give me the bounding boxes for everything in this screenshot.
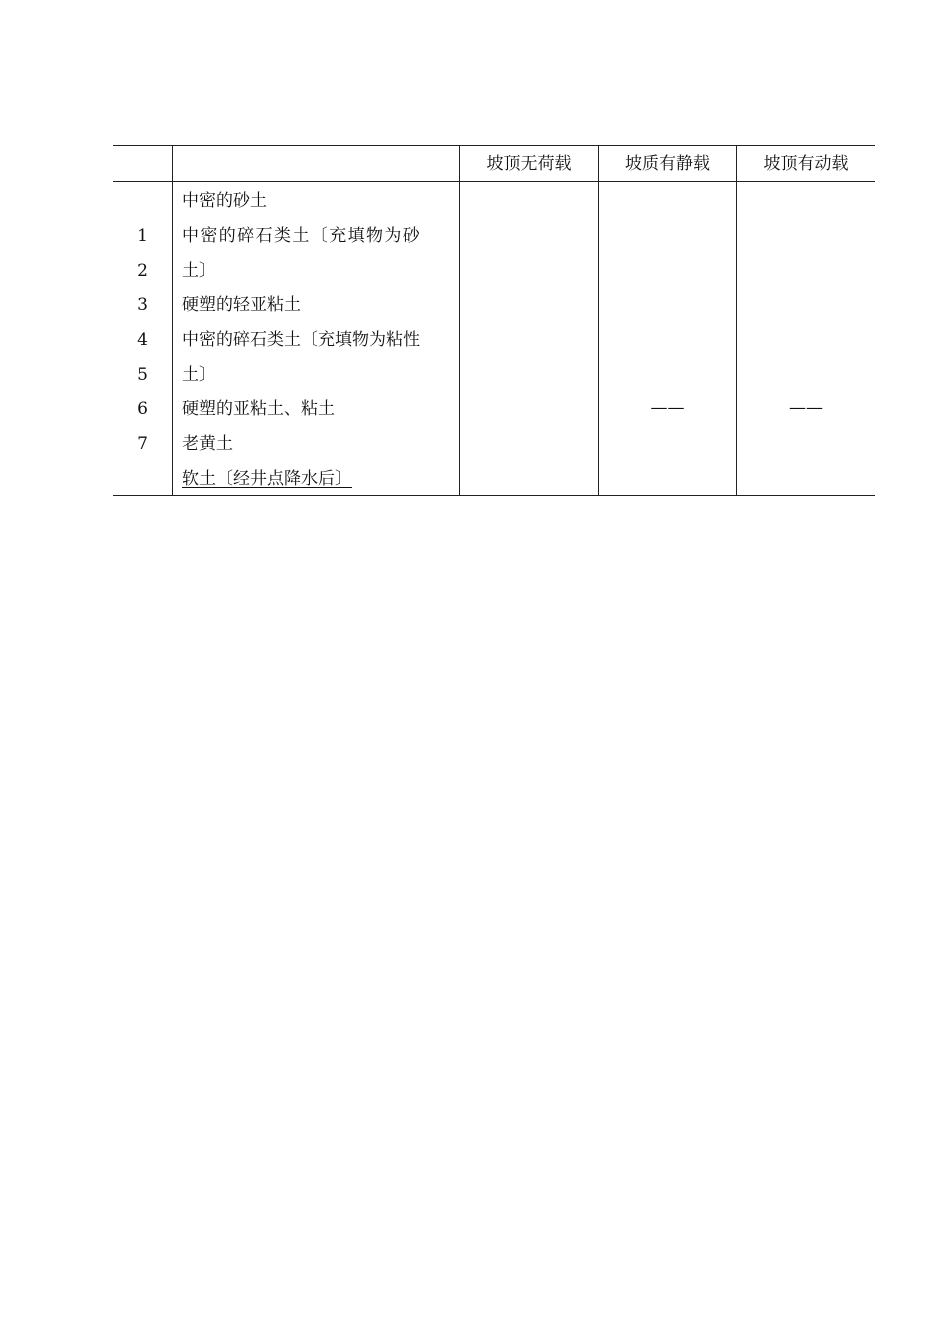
row-number: 5 bbox=[137, 365, 148, 385]
row-number: 4 bbox=[137, 330, 148, 350]
soil-description: 土〕 bbox=[182, 261, 216, 281]
soil-description: 土〕 bbox=[182, 365, 216, 385]
header-divider bbox=[113, 181, 875, 182]
column-divider bbox=[736, 146, 737, 495]
row-number: 2 bbox=[137, 261, 148, 281]
column-divider bbox=[598, 146, 599, 495]
column-divider bbox=[172, 146, 173, 495]
column-divider bbox=[459, 146, 460, 495]
soil-description: 老黄土 bbox=[182, 434, 233, 454]
header-static-load: 坡质有静载 bbox=[625, 154, 710, 174]
soil-description: 软土〔经井点降水后〕 bbox=[182, 469, 352, 489]
static-load-value: —— bbox=[650, 398, 685, 418]
row-number: 1 bbox=[137, 226, 148, 246]
header-no-load: 坡顶无荷载 bbox=[486, 154, 572, 174]
soil-slope-table bbox=[113, 145, 875, 496]
soil-description: 中密的砂土 bbox=[182, 191, 267, 211]
row-number: 3 bbox=[137, 295, 148, 315]
soil-description: 硬塑的亚粘土、粘土 bbox=[182, 399, 335, 419]
soil-description: 硬塑的轻亚粘土 bbox=[182, 295, 301, 315]
dynamic-load-value: —— bbox=[789, 398, 823, 418]
row-number: 6 bbox=[137, 399, 148, 419]
header-dynamic-load: 坡顶有动载 bbox=[763, 154, 849, 174]
soil-description: 中密的碎石类土〔充填物为砂 bbox=[182, 226, 422, 246]
row-number: 7 bbox=[137, 434, 148, 454]
soil-description: 中密的碎石类土〔充填物为粘性 bbox=[182, 330, 420, 350]
